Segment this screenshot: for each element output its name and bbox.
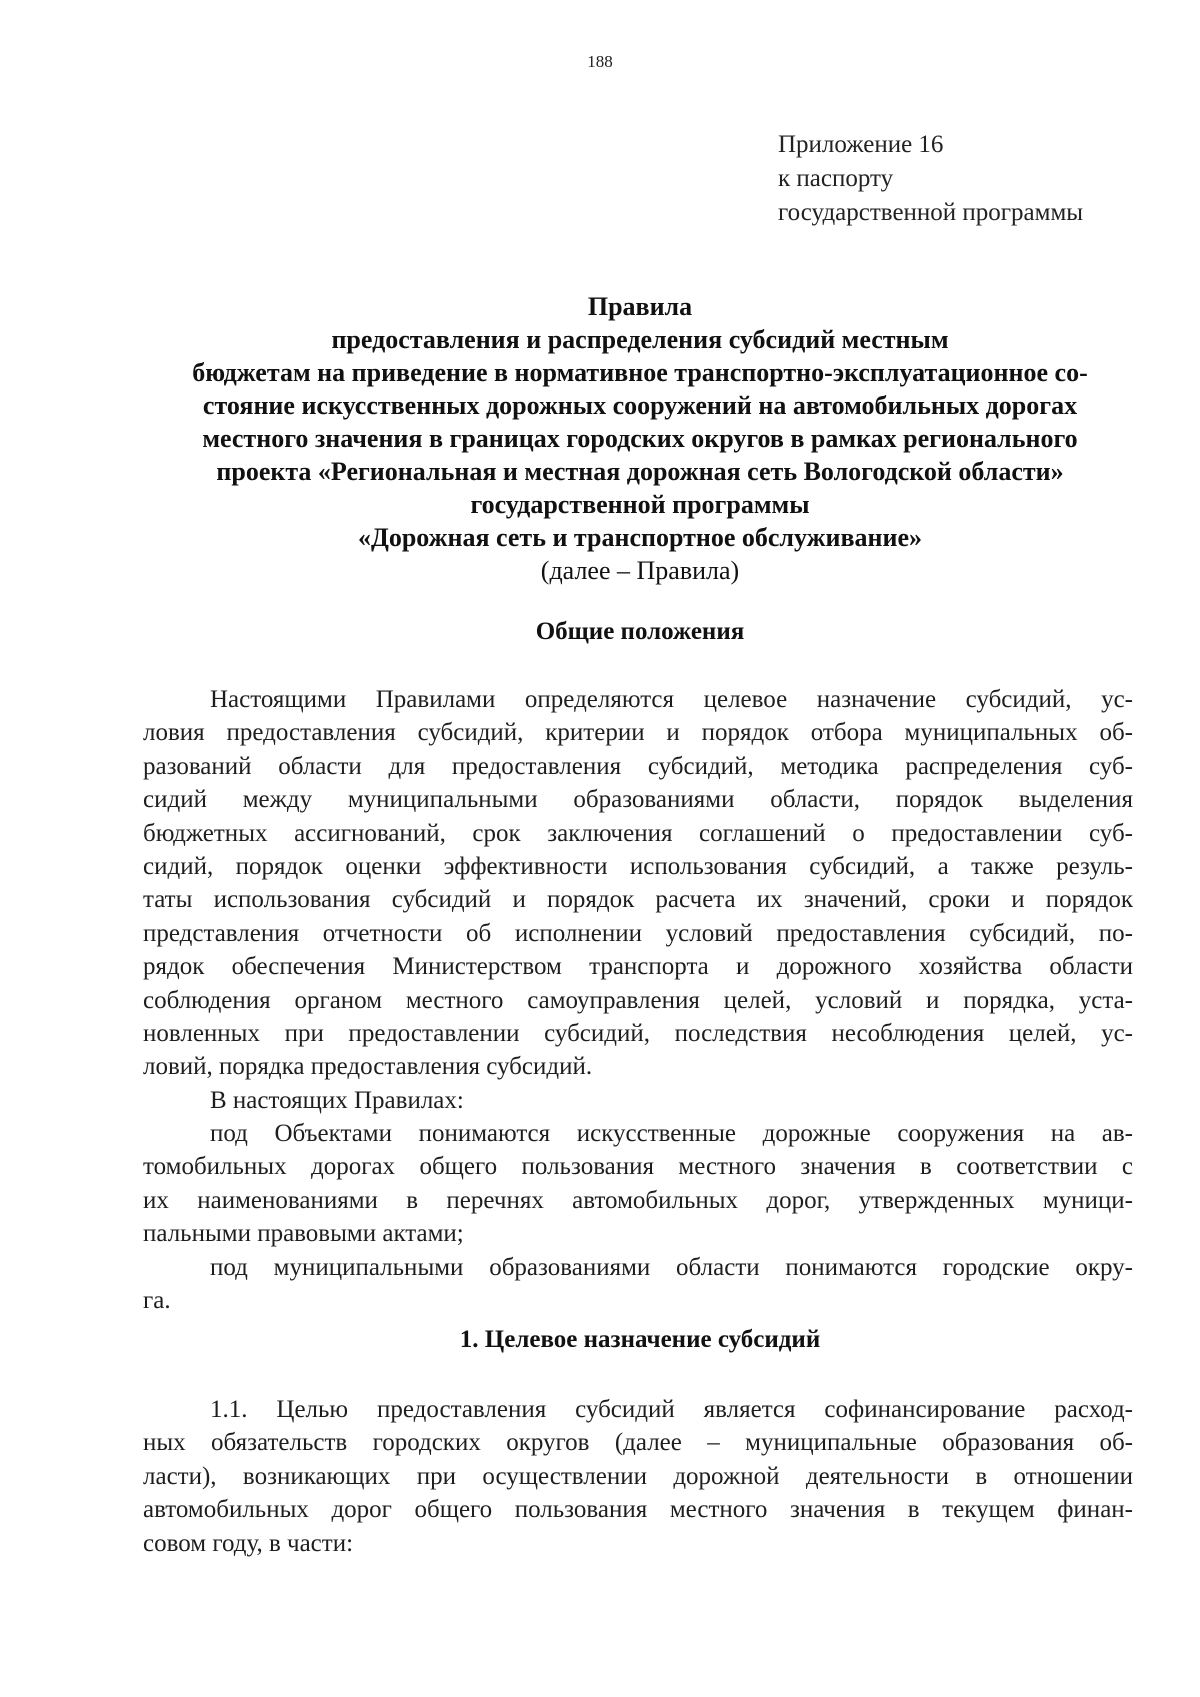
definition-line: под муниципальными образованиями области понимаются городские окру- [210, 1253, 1133, 1281]
definition-line: их наименованиями в перечнях автомобильных дорог, утвержденных муници- [143, 1186, 1133, 1214]
definition-line: пальными правовыми актами; [143, 1220, 464, 1248]
title-line: стояние искусственных дорожных сооружений на автомобильных дорогах [202, 391, 1078, 420]
paragraph-line: ловия предоставления субсидий, критерии и порядок отбора муниципальных об- [143, 719, 1133, 747]
document-title [140, 290, 1140, 587]
title-line: предоставления и распределения субсидий местным [331, 325, 949, 354]
appendix-line: государственной программы [778, 199, 1084, 226]
general-heading: Общие положения [535, 618, 745, 645]
paragraph-line: Настоящими Правилами определяются целевое назначение субсидий, ус- [210, 686, 1133, 713]
paragraph-line: сидий, порядок оценки эффективности использования субсидий, а также резуль- [143, 852, 1133, 880]
section-1-paragraph [143, 1393, 1133, 1560]
definition-line: га. [143, 1287, 171, 1315]
section-1-heading: 1. Целевое назначение субсидий [459, 1326, 821, 1353]
title-line: Правила [587, 292, 693, 321]
paragraph-line: сидий между муниципальными образованиями области, порядок выделения [143, 786, 1133, 814]
paragraph-line: бюджетных ассигнований, срок заключения соглашений о предоставлении суб- [143, 819, 1133, 847]
definition-line: под Объектами понимаются искусственные дорожные сооружения на ав- [210, 1120, 1133, 1148]
appendix-note [778, 128, 1083, 230]
paragraph-line: соблюдения органом местного самоуправления целей, условий и порядка, уста- [143, 986, 1133, 1014]
definition-line: томобильных дорогах общего пользования местного значения в соответствии с [143, 1153, 1133, 1181]
paragraph-line: ных обязательств городских округов (далее – муниципальные образования об- [143, 1429, 1133, 1457]
paragraph-line: представления отчетности об исполнении условий предоставления субсидий, по- [143, 919, 1133, 947]
title-line: государственной программы [470, 490, 810, 519]
title-line: бюджетам на приведение в нормативное транспортно-эксплуатационное со- [192, 358, 1088, 387]
definitions-intro: В настоящих Правилах: [210, 1086, 464, 1114]
general-paragraph [143, 683, 1133, 1317]
paragraph-line: ловий, порядка предоставления субсидий. [143, 1053, 593, 1081]
paragraph-line: разований области для предоставления субсидий, методика распределения суб- [143, 752, 1133, 780]
paragraph-line: ласти), возникающих при осуществлении дорожной деятельности в отношении [143, 1462, 1133, 1490]
title-line: проекта «Региональная и местная дорожная сеть Вологодской области» [216, 457, 1064, 486]
paragraph-line: совом году, в части: [143, 1529, 354, 1557]
title-line: местного значения в границах городских округов в рамках регионального [202, 424, 1078, 453]
paragraph-line: рядок обеспечения Министерством транспорта и дорожного хозяйства области [143, 953, 1133, 981]
paragraph-line: автомобильных дорог общего пользования местного значения в текущем финан- [143, 1496, 1133, 1524]
paragraph-line: 1.1. Целью предоставления субсидий является софинансирование расход- [210, 1396, 1133, 1423]
paragraph-line: новленных при предоставлении субсидий, последствия несоблюдения целей, ус- [143, 1019, 1133, 1047]
paragraph-line: таты использования субсидий и порядок расчета их значений, сроки и порядок [143, 886, 1133, 914]
title-note: (далее – Правила) [540, 556, 740, 585]
page-number: 188 [587, 52, 613, 71]
appendix-line: к паспорту [778, 165, 894, 192]
appendix-line: Приложение 16 [778, 131, 944, 158]
title-line: «Дорожная сеть и транспортное обслуживание» [357, 523, 923, 552]
